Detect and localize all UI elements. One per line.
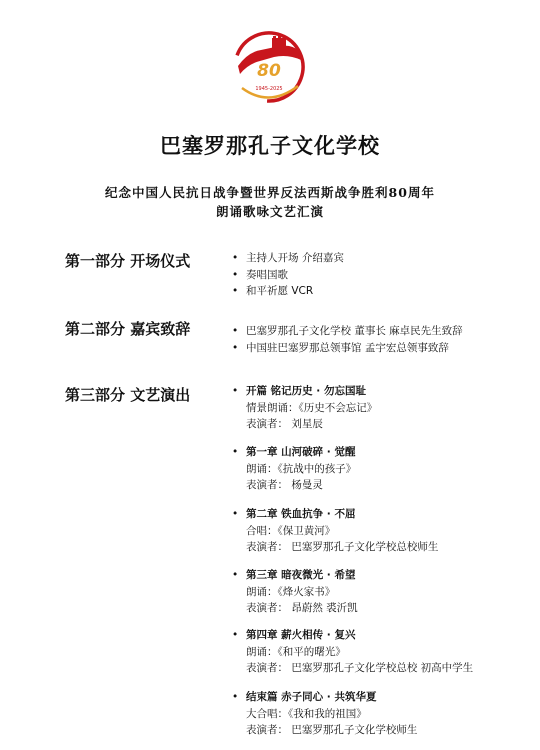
act-performer: 表演者： 巴塞罗那孔子文化学校总校师生 xyxy=(246,541,439,553)
act-chapter3 xyxy=(232,567,358,617)
act-performer: 表演者： 杨曼灵 xyxy=(246,479,323,491)
act-performer: 表演者： 巴塞罗那孔子文化学校师生 xyxy=(246,724,418,736)
act-heading: • 第四章 薪火相传 · 复兴 xyxy=(232,627,473,644)
part2-list xyxy=(232,323,463,356)
event-subtitle-line1: 纪念中国人民抗日战争暨世界反法西斯战争胜利80周年 xyxy=(105,185,435,200)
act-finale xyxy=(232,689,417,739)
act-performer: 表演者： 刘星辰 xyxy=(246,418,323,430)
event-subtitle-line2: 朗诵歌咏文艺汇演 xyxy=(215,204,324,219)
part3-title: 第三部分 文艺演出 xyxy=(65,386,191,404)
list-item: • 中国驻巴塞罗那总领事馆 孟宇宏总领事致辞 xyxy=(232,340,463,357)
act-work: 朗诵：《抗战中的孩子》 xyxy=(246,462,357,475)
act-chapter1 xyxy=(232,444,356,494)
act-chapter2 xyxy=(232,506,438,556)
list-item: • 奏唱国歌 xyxy=(232,267,344,284)
act-performer: 表演者： 昂蔚然 裘沂凯 xyxy=(246,602,358,614)
school-title: 巴塞罗那孔子文化学校 xyxy=(160,134,380,158)
list-item: • 主持人开场 介绍嘉宾 xyxy=(232,250,344,267)
act-heading: • 第一章 山河破碎 · 觉醒 xyxy=(232,444,356,461)
part1-list xyxy=(232,250,344,300)
act-work: 朗诵：《和平的曙光》 xyxy=(246,645,346,658)
act-work: 情景朗诵：《历史不会忘记》 xyxy=(246,401,378,414)
act-heading: • 第三章 暗夜微光 · 希望 xyxy=(232,567,358,584)
list-item: • 和平祈愿 VCR xyxy=(232,283,344,300)
logo-number: 80 xyxy=(257,61,281,81)
act-chapter4 xyxy=(232,627,473,677)
act-work: 大合唱：《我和我的祖国》 xyxy=(246,707,367,720)
part2-title: 第二部分 嘉宾致辞 xyxy=(65,320,191,338)
act-work: 合唱：《保卫黄河》 xyxy=(246,524,336,537)
act-heading: • 开篇 铭记历史 · 勿忘国耻 xyxy=(232,383,377,400)
act-heading: • 第二章 铁血抗争 · 不屈 xyxy=(232,506,438,523)
list-item: • 巴塞罗那孔子文化学校 董事长 麻卓民先生致辞 xyxy=(232,323,463,340)
act-performer: 表演者： 巴塞罗那孔子文化学校总校 初高中学生 xyxy=(246,662,474,674)
act-work: 朗诵：《烽火家书》 xyxy=(246,585,336,598)
part1-title: 第一部分 开场仪式 xyxy=(65,252,191,270)
logo-years: 1945-2025 xyxy=(255,86,283,92)
act-heading: • 结束篇 赤子同心 · 共筑华夏 xyxy=(232,689,417,706)
anniversary-logo xyxy=(228,30,310,104)
act-opening xyxy=(232,383,377,433)
